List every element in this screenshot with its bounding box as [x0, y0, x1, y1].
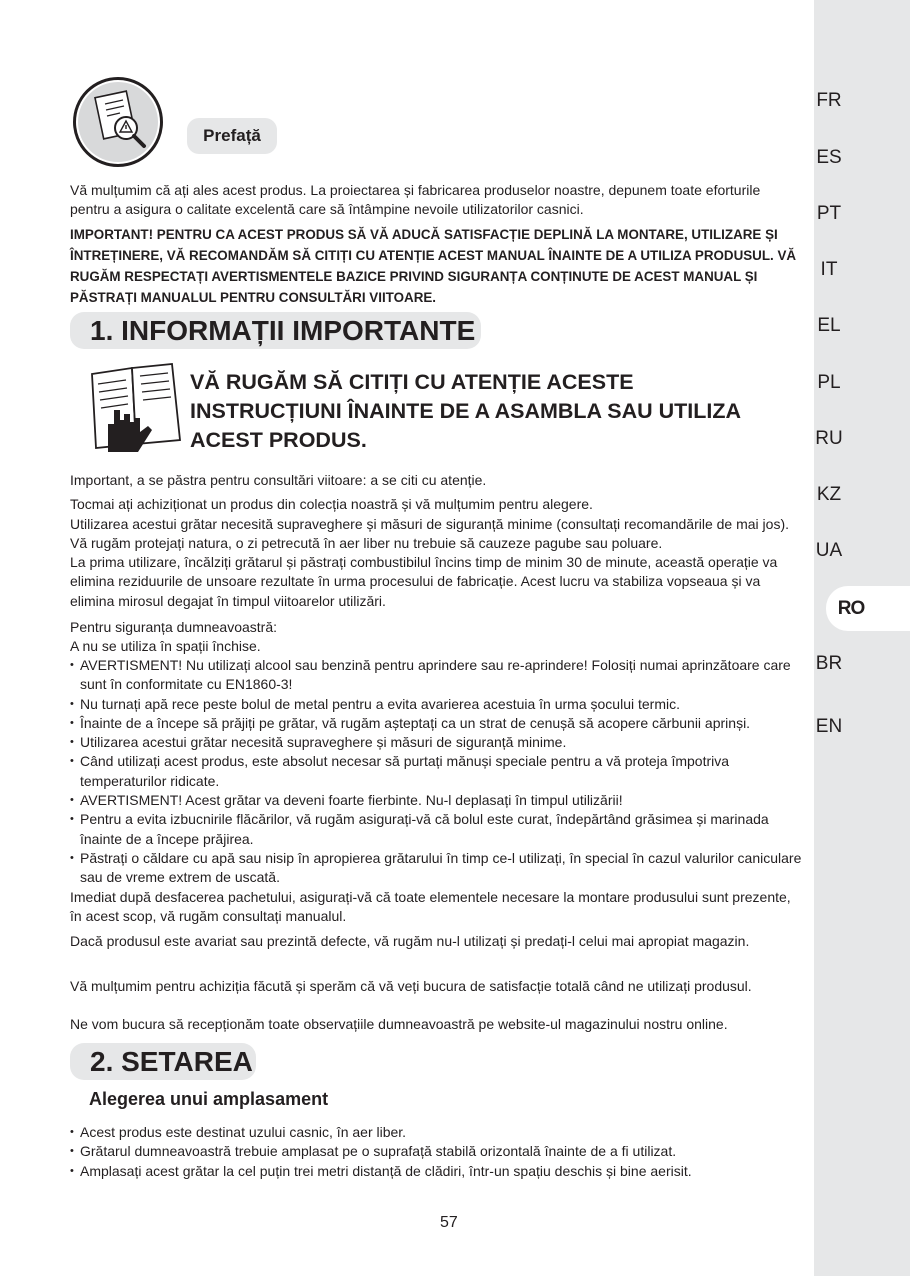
read-manual-icon	[88, 362, 184, 454]
lang-ro-label: RO	[837, 598, 865, 619]
section-2-title: 2. SETAREA	[70, 1043, 256, 1080]
location-item: • Amplasați acest grătar la cel puțin trei metri distanță de clădiri, într-un spațiu deschis și bine aerisit.	[70, 1162, 805, 1181]
paragraph-purchase: Tocmai ați achiziționat un produs din colecția noastră și vă mulțumim pentru alegere.	[70, 496, 593, 512]
lang-ro-active[interactable]	[826, 586, 910, 631]
lang-fr[interactable]: FR	[816, 90, 842, 111]
safety-item: • Pentru a evita izbucnirile flăcărilor, vă rugăm asigurați-vă că bolul este curat, îndepărtând grăsimea și marinada înainte de a începe prăjirea.	[70, 810, 805, 849]
intro-paragraph: Vă mulțumim că ați ales acest produs. La proiectarea și fabricarea produselor noastre, depunem toate eforturile pentru a asigura o calitate excelentă care să întâmpine nevoile utilizatorilor casnici.	[70, 182, 761, 218]
safety-item: • AVERTISMENT! Acest grătar va deveni foarte fierbinte. Nu-l deplasați în timpul utilizării!	[70, 791, 805, 810]
lang-ru[interactable]: RU	[815, 428, 843, 449]
safety-item: • Când utilizați acest produs, este absolut necesar să purtați mănuși speciale pentru a vă proteja împotriva temperaturilor ridicate.	[70, 752, 805, 791]
safety-item: • Utilizarea acestui grătar necesită supraveghere și măsuri de siguranță minime.	[70, 733, 805, 752]
lang-el[interactable]: EL	[817, 315, 841, 336]
safety-intro: A nu se utiliza în spații închise.	[70, 638, 261, 654]
read-instructions-warning: VĂ RUGĂM SĂ CITIȚI CU ATENȚIE ACESTE INSTRUCȚIUNI ÎNAINTE DE A ASAMBLA SAU UTILIZA ACEST PRODUS.	[190, 370, 741, 452]
location-heading: Alegerea unui amplasament	[89, 1089, 329, 1109]
lang-br[interactable]: BR	[815, 653, 843, 674]
document-warning-icon	[73, 77, 163, 167]
paragraph-supervision: Utilizarea acestui grătar necesită supraveghere și măsuri de siguranță minime (consultați recomandările de mai jos). Vă rugăm protejați natura, o zi petrecută în aer liber nu trebuie să cauzeze pagube sau poluare.	[70, 516, 789, 552]
preface-label: Prefață	[187, 118, 277, 154]
safety-list	[70, 656, 805, 888]
location-item: • Acest produs este destinat uzului casnic, în aer liber.	[70, 1123, 805, 1142]
safety-item: • Păstrați o căldare cu apă sau nisip în apropierea grătarului în timp ce-l utilizați, în special în cazul valurilor caniculare sau de vreme extrem de uscată.	[70, 849, 805, 888]
location-item: • Grătarul dumneavoastră trebuie amplasat pe o suprafață stabilă orizontală înainte de a fi utilizat.	[70, 1142, 805, 1161]
keep-note: Important, a se păstra pentru consultări viitoare: a se citi cu atenție.	[70, 472, 487, 488]
lang-it[interactable]: IT	[820, 259, 838, 280]
lang-kz[interactable]: KZ	[816, 484, 842, 505]
section-1-title: 1. INFORMAȚII IMPORTANTE	[70, 312, 481, 349]
paragraph-first-use: La prima utilizare, încălziți grătarul și păstrați combustibilul încins timp de minim 30 de minute, această operație va elimina reziduurile de unsoare rezultate în urma procesului de fabricație. Acest lucru va stabiliza vopseaua și va elimina mirosul degajat în timpul viitoarelor utilizări.	[70, 554, 778, 609]
feedback-note: Ne vom bucura să recepționăm toate observațiile dumneavoastră pe website-ul magazinului nostru online.	[70, 1016, 728, 1032]
unpack-note: Imediat după desfacerea pachetului, asigurați-vă că toate elementele necesare la montare produsului sunt prezente, în acest scop, vă rugăm consultați manualul.	[70, 889, 791, 925]
damage-note: Dacă produsul este avariat sau prezintă defecte, vă rugăm nu-l utilizați și predați-l celui mai apropiat magazin.	[70, 933, 750, 949]
lang-en[interactable]: EN	[815, 716, 843, 737]
language-sidebar	[814, 0, 910, 1276]
safety-item: • AVERTISMENT! Nu utilizați alcool sau benzină pentru aprindere sau re-aprindere! Folosiți numai aprinzătoare care sunt în conformitate cu EN1860-3!	[70, 656, 805, 695]
safety-item: • Nu turnați apă rece peste bolul de metal pentru a evita avarierea acestuia în urma șocului termic.	[70, 695, 805, 714]
safety-heading: Pentru siguranța dumneavoastră:	[70, 619, 278, 635]
thanks-note: Vă mulțumim pentru achiziția făcută și sperăm că vă veți bucura de satisfacție totală când ne utilizați produsul.	[70, 978, 752, 994]
lang-pt[interactable]: PT	[816, 203, 842, 224]
page-number: 57	[440, 1214, 458, 1231]
lang-pl[interactable]: PL	[817, 372, 841, 393]
safety-item: • Înainte de a începe să prăjiți pe grătar, vă rugăm așteptați ca un strat de cenușă să acopere cărbunii aprinși.	[70, 714, 805, 733]
lang-ua[interactable]: UA	[815, 540, 843, 561]
lang-es[interactable]: ES	[816, 147, 842, 168]
important-notice: IMPORTANT! PENTRU CA ACEST PRODUS SĂ VĂ ADUCĂ SATISFACȚIE DEPLINĂ LA MONTARE, UTILIZARE ȘI ÎNTREȚINERE, VĂ RECOMANDĂM SĂ CITIȚI CU ATENȚIE ACEST MANUAL ÎNAINTE DE A UTILIZA PRODUSUL. VĂ RUGĂM RESPECTAȚI AVERTISMENTELE BAZICE PRIVIND SIGURANȚA CONȚINUTE DE ACEST MANUAL ȘI PĂSTRAȚI MANUALUL PENTRU CONSULTĂRI VIITOARE.	[70, 227, 797, 305]
location-list	[70, 1123, 805, 1181]
